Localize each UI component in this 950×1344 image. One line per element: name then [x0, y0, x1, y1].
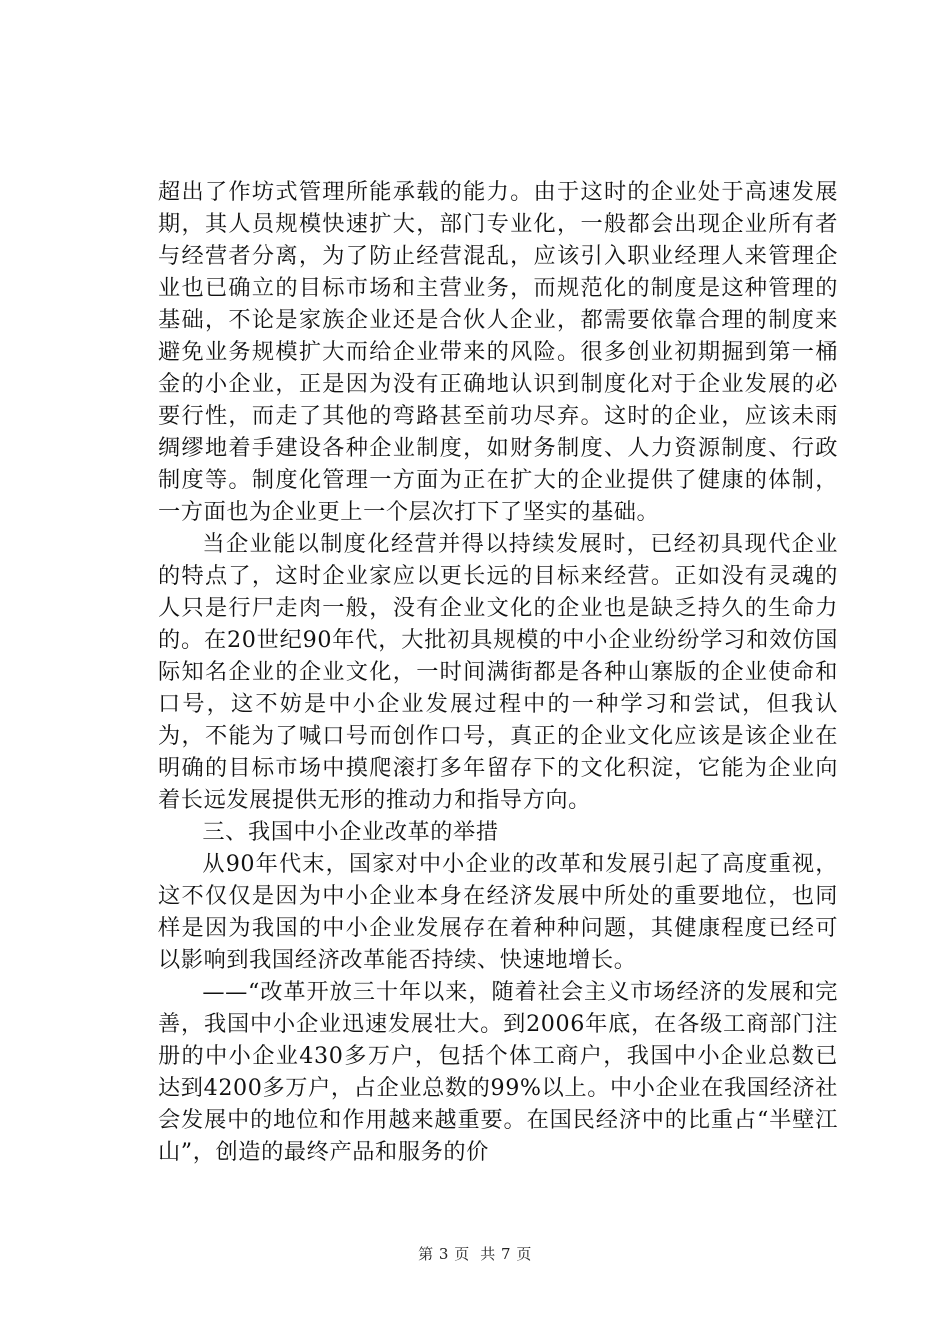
paragraph-2: 当企业能以制度化经营并得以持续发展时，已经初具现代企业的特点了，这时企业家应以更长远的目标来经营。正如没有灵魂的人只是行尸走肉一般，没有企业文化的企业也是缺乏持久的生命力的。在20世纪90年代，大批初具规模的中小企业纷纷学习和效仿国际知名企业的企业文化，一时间满街都是各种山寨版的企业使命和口号，这不妨是中小企业发展过程中的一种学习和尝试，但我认为，不能为了喊口号而创作口号，真正的企业文化应该是该企业在明确的目标市场中摸爬滚打多年留存下的文化积淀，它能为企业向着长远发展提供无形的推动力和指导方向。 — [158, 531, 838, 813]
section-heading: 三、我国中小企业改革的举措 — [202, 819, 499, 845]
paragraph-3: 从90年代末，国家对中小企业的改革和发展引起了高度重视，这不仅仅是因为中小企业本身在经济发展中所处的重要地位，也同样是因为我国的中小企业发展存在着种种问题，其健康程度已经可以影响到我国经济改革能否持续、快速地增长。 — [158, 851, 838, 973]
page-number-label: 第 3 页 共 7 页 — [418, 1245, 532, 1263]
paragraph-1: 超出了作坊式管理所能承载的能力。由于这时的企业处于高速发展期，其人员规模快速扩大，部门专业化，一般都会出现企业所有者与经营者分离，为了防止经营混乱，应该引入职业经理人来管理企业也已确立的目标市场和主营业务，而规范化的制度是这种管理的基础，不论是家族企业还是合伙人企业，都需要依靠合理的制度来避免业务规模扩大而给企业带来的风险。很多创业初期掘到第一桶金的小企业，正是因为没有正确地认识到制度化对于企业发展的必要行性，而走了其他的弯路甚至前功尽弃。这时的企业，应该未雨绸缪地着手建设各种企业制度，如财务制度、人力资源制度、行政制度等。制度化管理一方面为正在扩大的企业提供了健康的体制，一方面也为企业更上一个层次打下了坚实的基础。 — [158, 179, 838, 525]
page-footer — [0, 1243, 950, 1264]
paragraph-4: ——“改革开放三十年以来，随着社会主义市场经济的发展和完善，我国中小企业迅速发展壮大。到2006年底，在各级工商部门注册的中小企业430多万户，包括个体工商户，我国中小企业总数已达到4200多万户，占企业总数的99%以上。中小企业在我国经济社会发展中的地位和作用越来越重要。在国民经济中的比重占“半壁江山”，创造的最终产品和服务的价 — [158, 979, 838, 1165]
body-text — [158, 176, 838, 1168]
